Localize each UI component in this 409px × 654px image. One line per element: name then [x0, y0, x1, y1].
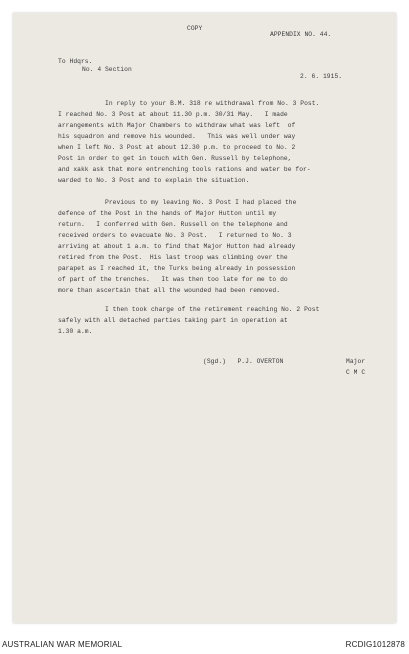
body-line: arriving at about 1 a.m. to find that Major Hutton had already [58, 243, 296, 250]
body-line: return. I conferred with Gen. Russell on the telephone and [58, 221, 288, 228]
body-line: of part of the trenches. It was then too late for me to do [58, 276, 288, 283]
body-line: his squadron and remove his wounded. This was well under way [58, 133, 296, 140]
body-line: In reply to your B.M. 318 re withdrawal from No. 3 Post. [105, 100, 320, 107]
letter-date: 2. 6. 1915. [300, 73, 343, 80]
body-line: I then took charge of the retirement reaching No. 2 Post [105, 306, 320, 313]
body-line: 1.30 a.m. [58, 328, 93, 335]
body-line: Previous to my leaving No. 3 Post I had placed the [105, 199, 297, 206]
appendix-number: APPENDIX NO. 44. [270, 31, 332, 38]
signatory-rank: Major [346, 358, 366, 365]
body-line: more than ascertain that all the wounded had been removed. [58, 287, 281, 294]
body-line: retired from the Post. His last troop was climbing over the [58, 254, 288, 261]
body-line: arrangements with Major Chambers to withdraw what was left of [58, 122, 296, 129]
body-line: warded to No. 3 Post and to explain the situation. [58, 177, 250, 184]
copy-header: COPY [187, 25, 203, 32]
signatory-unit: C M C [346, 369, 366, 376]
body-line: Post in order to get in touch with Gen. Russell by telephone, [58, 155, 292, 162]
body-line: and xakk ask that more entrenching tools rations and water be for- [58, 166, 311, 173]
body-line: I reached No. 3 Post at about 11.30 p.m. 30/31 May. I made [58, 111, 288, 118]
signature-line: (Sgd.) P.J. OVERTON [203, 358, 284, 365]
body-line: defence of the Post in the hands of Major Hutton until my [58, 210, 277, 217]
addressee-section: No. 4 Section [82, 66, 132, 73]
body-line: safely with all detached parties taking part in operation at [58, 317, 288, 324]
archive-reference: RCDIG1012878 [345, 640, 405, 649]
body-line: received orders to evacuate No. 3 Post. I returned to No. 3 [58, 232, 292, 239]
archive-name: AUSTRALIAN WAR MEMORIAL [2, 640, 123, 649]
body-line: parapet as I reached it, the Turks being already in possession [58, 265, 296, 272]
addressee: To Hdqrs. [58, 58, 93, 65]
body-line: when I left No. 3 Post at about 12.30 p.m. to proceed to No. 2 [58, 144, 296, 151]
